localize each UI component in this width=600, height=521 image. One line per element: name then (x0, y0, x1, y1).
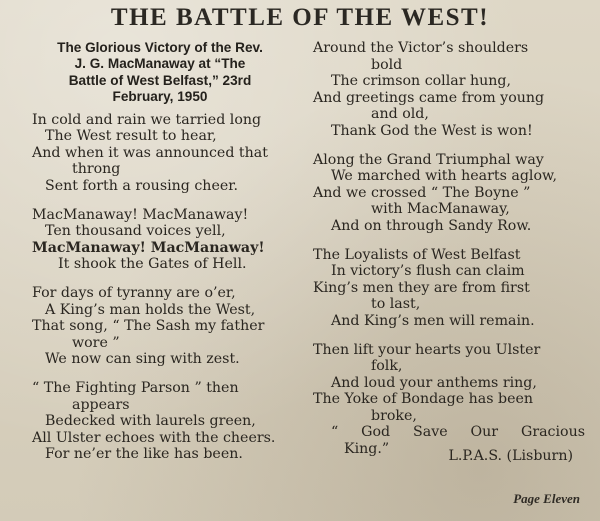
author-signature: L.P.A.S. (Lisburn) (448, 447, 573, 464)
verse-line: and old, (371, 106, 429, 123)
verse-line: The West result to hear, (45, 128, 217, 145)
verse-line: And loud your anthems ring, (331, 374, 537, 391)
verse-line: Around the Victor’s shoulders (313, 40, 529, 56)
stanza (14, 380, 306, 463)
verse-line: Bedecked with laurels green, (45, 413, 256, 430)
stanza (14, 285, 306, 368)
verse-line: The Loyalists of West Belfast (313, 246, 521, 263)
stanza (313, 40, 591, 140)
verse-line: broke, (371, 407, 417, 424)
verse-line: MacManaway! MacManaway! (32, 206, 249, 223)
verse-line: Ten thousand voices yell, (45, 223, 226, 240)
heading-line: Battle of West Belfast,” 23rd (68, 72, 252, 88)
verse-line: “ God Save Our Gracious (331, 424, 585, 441)
stanza (14, 207, 306, 273)
verse-line: folk, (371, 358, 403, 375)
verse-line: And when it was announced that (32, 144, 268, 161)
heading-line: J. G. MacManaway at “The (74, 56, 246, 72)
verse-line: King.” (344, 441, 390, 458)
verse-line: The Yoke of Bondage has been (313, 391, 534, 408)
poem-title: THE BATTLE OF THE WEST! (110, 4, 490, 31)
verse-line: Then lift your hearts you Ulster (313, 341, 541, 358)
verse-line: For days of tyranny are o’er, (32, 284, 236, 301)
verse-line: In cold and rain we tarried long (32, 111, 262, 128)
verse-line: to last, (371, 296, 421, 313)
verse-line: The crimson collar hung, (331, 73, 512, 90)
stanza (313, 247, 591, 330)
verse-line: For ne’er the like has been. (45, 446, 243, 463)
verse-line: Thank God the West is won! (331, 122, 533, 139)
verse-line: wore ” (72, 334, 120, 351)
verse-line: It shook the Gates of Hell. (58, 256, 247, 273)
verse-line: And on through Sandy Row. (331, 217, 532, 234)
page-number: Page Eleven (513, 491, 580, 506)
stanza (14, 112, 306, 195)
heading-line: February, 1950 (112, 89, 208, 105)
verse-line: All Ulster echoes with the cheers. (32, 429, 276, 446)
verse-line: MacManaway! MacManaway! (32, 239, 265, 256)
verse-line: In victory’s flush can claim (331, 263, 525, 280)
poem-heading (14, 40, 306, 106)
verse-line: We now can sing with zest. (45, 351, 240, 368)
verse-line: Sent forth a rousing cheer. (45, 178, 238, 194)
verse-line: A King’s man holds the West, (45, 301, 256, 318)
stanza (313, 342, 591, 458)
verse-line: We marched with hearts aglow, (331, 168, 557, 185)
verse-line: “ The Fighting Parson ” then (32, 379, 239, 396)
verse-line: Along the Grand Triumphal way (313, 151, 544, 168)
verse-line: appears (72, 396, 130, 413)
verse-line: King’s men they are from first (313, 279, 530, 296)
verse-line: And we crossed “ The Boyne ” (313, 184, 531, 201)
left-column (14, 40, 306, 475)
heading-line: The Glorious Victory of the Rev. (57, 40, 263, 55)
verse-line: bold (371, 56, 403, 73)
verse-line: throng (72, 161, 121, 178)
verse-line: And greetings came from young (313, 89, 545, 106)
verse-line: That song, “ The Sash my father (32, 318, 265, 335)
verse-line: And King’s men will remain. (331, 312, 535, 329)
verse-line: with MacManaway, (371, 201, 510, 218)
stanza (313, 152, 591, 235)
right-column (313, 40, 591, 464)
